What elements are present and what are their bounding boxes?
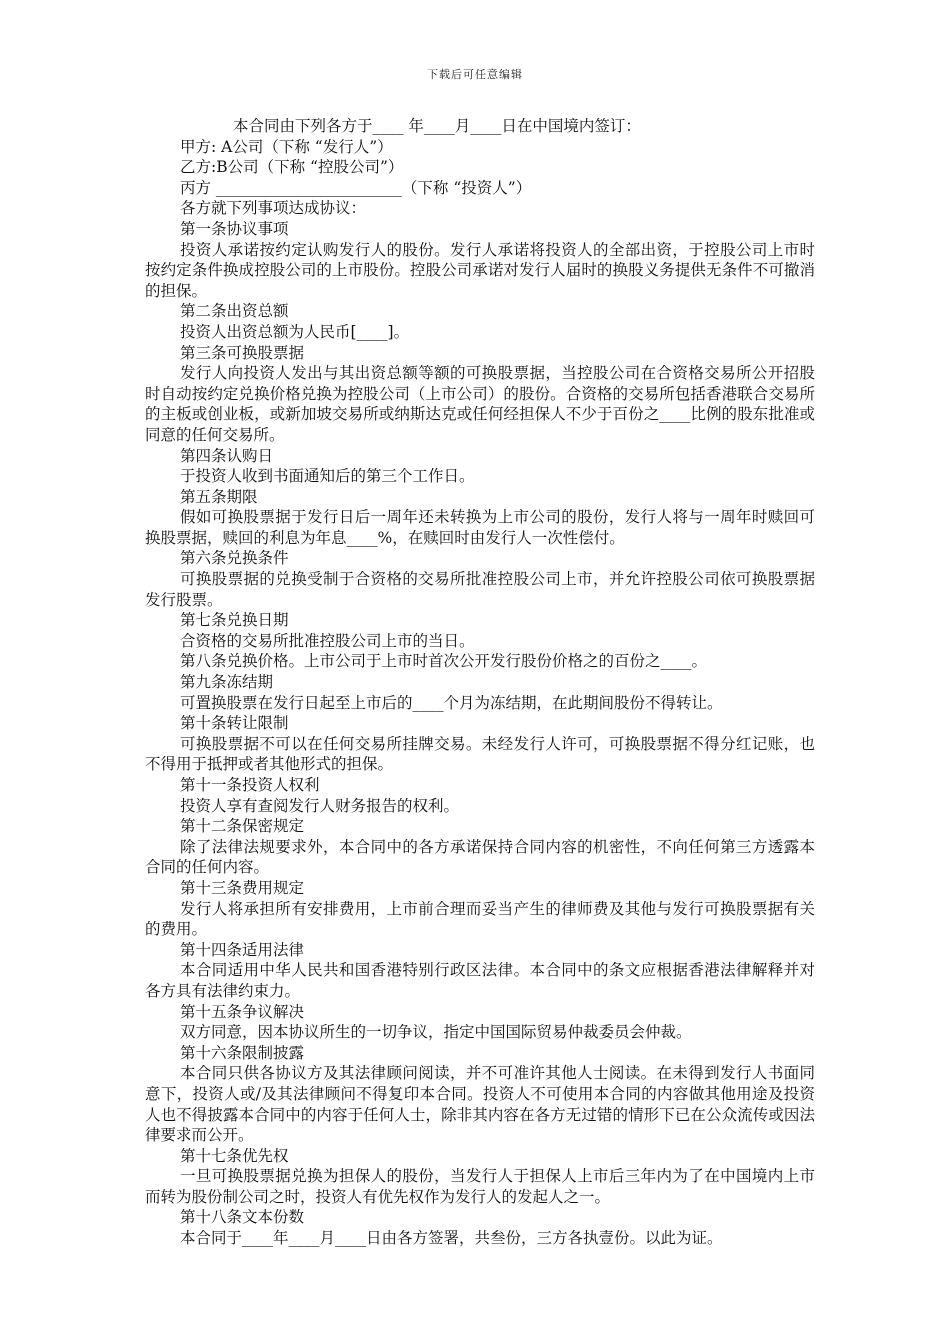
article-body: 可换股票据的兑换受制于合资格的交易所批准控股公司上市，并允许控股公司依可换股票据发行股票。 — [145, 570, 815, 609]
article-body: 投资人出资总额为人民币[____]。 — [180, 322, 410, 341]
article-body: 一旦可换股票据兑换为担保人的股份，当发行人于担保人上市后三年内为了在中国境内上市而转为股份制公司之时，投资人有优先权作为发行人的发起人之一。 — [145, 1167, 815, 1206]
article-body: 于投资人收到书面通知后的第三个工作日。 — [180, 467, 475, 486]
article-body: 可置换股票在发行日起至上市后的____个月为冻结期，在此期间股份不得转让。 — [180, 693, 723, 712]
article-body: 投资人享有查阅发行人财务报告的权利。 — [180, 796, 460, 815]
party-a: 甲方: A公司（下称 “发行人”） — [180, 137, 393, 156]
article-body: 本合同于____年____月____日由各方签署，共叁份，三方各执壹份。以此为证。 — [180, 1229, 723, 1248]
article-title: 第十四条适用法律 — [180, 940, 305, 959]
article-body: 发行人向投资人发出与其出资总额等额的可换股票据，当控股公司在合资格交易所公开招股时自动按约定兑换价格兑换为控股公司（上市公司）的股份。合资格的交易所包括香港联合交易所的主板或创业板，或新加坡交易所或纳斯达克或任何经担保人不少于百份之____比例的股东批准或同意的任何交易所。 — [145, 364, 815, 444]
article-body: 假如可换股票据于发行日后一周年还未转换为上市公司的股份，发行人将与一周年时赎回可换股票据，赎回的利息为年息____%，在赎回时由发行人一次性偿付。 — [145, 508, 815, 547]
page-header: 下载后可任意编辑 — [427, 68, 523, 81]
party-b: 乙方:B公司（下称 “控股公司”） — [180, 158, 404, 177]
contract-body — [145, 116, 815, 1249]
article-title: 第五条期限 — [180, 487, 258, 506]
article-title: 第二条出资总额 — [180, 302, 289, 321]
article-title: 第七条兑换日期 — [180, 611, 289, 630]
article-title: 第九条冻结期 — [180, 673, 274, 692]
contract-intro: 本合同由下列各方于____ 年____月____日在中国境内签订： — [233, 117, 641, 135]
article-body: 发行人将承担所有安排费用，上市前合理而妥当产生的律师费及其他与发行可换股票据有关的费用。 — [145, 899, 815, 939]
article-title: 第十条转让限制 — [180, 714, 289, 733]
article-title: 第十七条优先权 — [180, 1146, 289, 1165]
article-title: 第十六条限制披露 — [180, 1043, 305, 1062]
article-body: 合资格的交易所批准控股公司上市的当日。 — [180, 631, 475, 650]
party-c: 丙方 ________________________（下称 “投资人”） — [180, 178, 532, 197]
article-title: 第十五条争议解决 — [180, 1002, 305, 1021]
article-body: 除了法律法规要求外，本合同中的各方承诺保持合同内容的机密性，不向任何第三方透露本合同的任何内容。 — [145, 837, 815, 877]
article-title: 第十二条保密规定 — [180, 817, 305, 836]
article-body: 可换股票据不可以在任何交易所挂牌交易。未经发行人许可，可换股票据不得分红记账，也不得用于抵押或者其他形式的担保。 — [145, 734, 815, 774]
article-body: 本合同适用中华人民共和国香港特别行政区法律。本合同中的条文应根据香港法律解释并对各方具有法律约束力。 — [145, 961, 815, 1000]
article-body: 本合同只供各协议方及其法律顾问阅读，并不可准许其他人士阅读。在未得到发行人书面同意下，投资人或/及其法律顾问不得复印本合同。投资人不可使用本合同的内容做其他用途及投资人也不得披露本合同中的内容于任何人士，除非其内容在各方无过错的情形下已在公众流传或因法律要求而公开。 — [145, 1064, 815, 1145]
article-title: 第四条认购日 — [180, 446, 274, 465]
article-title: 第十八条文本份数 — [180, 1208, 305, 1227]
article-body: 投资人承诺按约定认购发行人的股份。发行人承诺将投资人的全部出资，于控股公司上市时按约定条件换成控股公司的上市股份。控股公司承诺对发行人届时的换股义务提供无条件不可撤消的担保。 — [145, 240, 815, 300]
article-title: 第八条兑换价格。上市公司于上市时首次公开发行股份价格之的百份之____。 — [180, 652, 708, 671]
article-title: 第十三条费用规定 — [180, 878, 305, 897]
article-body: 双方同意，因本协议所生的一切争议，指定中国国际贸易仲裁委员会仲裁。 — [180, 1023, 692, 1042]
agreement-line: 各方就下列事项达成协议： — [180, 199, 367, 218]
article-title: 第十一条投资人权利 — [180, 776, 320, 794]
article-title: 第六条兑换条件 — [180, 549, 289, 568]
article-title: 第一条协议事项 — [180, 219, 289, 238]
article-title: 第三条可换股票据 — [180, 343, 305, 362]
